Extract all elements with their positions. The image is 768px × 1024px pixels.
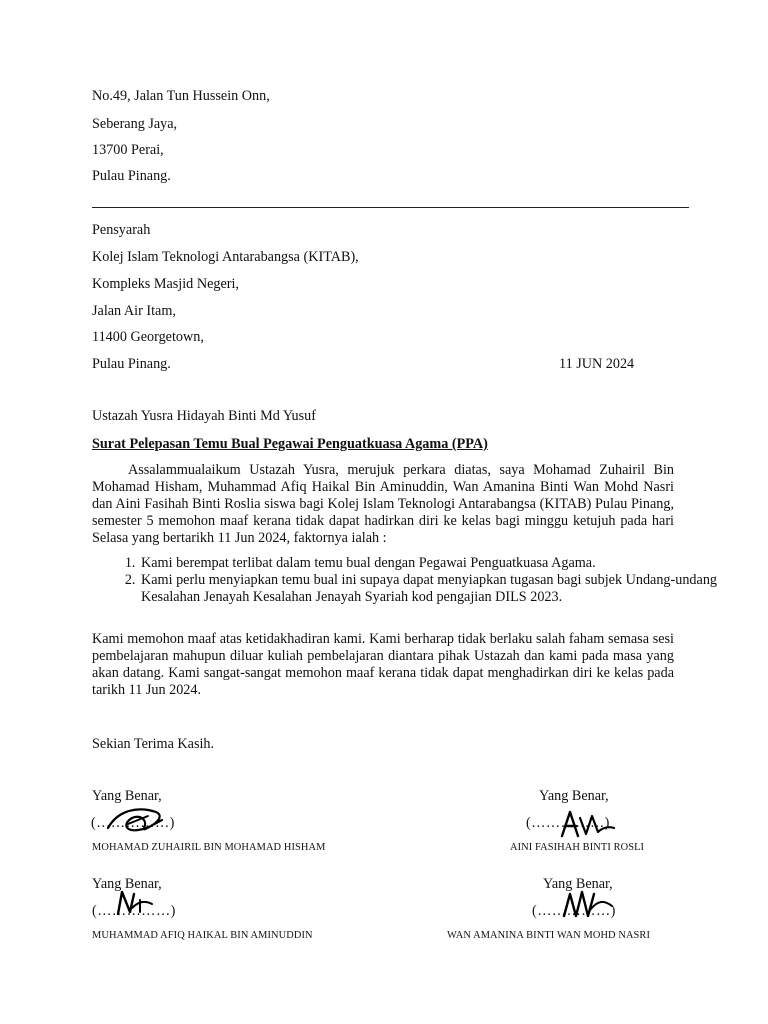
- body-paragraph: Assalammualaikum Ustazah Yusra, merujuk perkara diatas, saya Mohamad Zuhairil Bin Mohamad Hisham, Muhammad Afiq Haikal Bin Aminuddin, Wan Amanina Binti Wan Mohd Nasri dan Aini Fasihah Binti Roslia siswa bagi Kolej Islam Teknologi Antarabangsa (KITAB) Pulau Pinang, semester 5 memohon maaf kerana tidak dapat hadirkan diri ke kelas bagi minggu ketujuh pada hari Selasa yang bertarikh 11 Jun 2024, faktornya ialah :: [92, 462, 674, 546]
- signatory-name: AINI FASIHAH BINTI ROSLI: [510, 842, 645, 853]
- signatory-name: MOHAMAD ZUHAIRIL BIN MOHAMAD HISHAM: [92, 842, 326, 853]
- closing-line: Sekian Terima Kasih.: [92, 736, 215, 752]
- signature-label: Yang Benar,: [92, 788, 162, 804]
- signature-placeholder: (……………): [526, 815, 610, 831]
- letter-date: 11 JUN 2024: [559, 356, 635, 372]
- handwritten-signature: [560, 886, 616, 922]
- signature-placeholder: (……………): [92, 903, 176, 919]
- signatory-name: MUHAMMAD AFIQ HAIKAL BIN AMINUDDIN: [92, 930, 313, 941]
- signatory-name: WAN AMANINA BINTI WAN MOHD NASRI: [447, 930, 651, 941]
- signature-label: Yang Benar,: [543, 876, 613, 892]
- recipient-address-line: Pensyarah: [92, 222, 151, 238]
- signature-label: Yang Benar,: [92, 876, 162, 892]
- recipient-address-line: Jalan Air Itam,: [92, 303, 176, 319]
- attention-line: Ustazah Yusra Hidayah Binti Md Yusuf: [92, 408, 316, 424]
- letter-subject: Surat Pelepasan Temu Bual Pegawai Penguatkuasa Agama (PPA): [92, 436, 488, 452]
- signature-placeholder: (……………): [91, 815, 175, 831]
- recipient-address-line: 11400 Georgetown,: [92, 329, 204, 345]
- signature-label: Yang Benar,: [539, 788, 609, 804]
- sender-address-line: Seberang Jaya,: [92, 116, 178, 132]
- header-divider: [92, 207, 689, 208]
- handwritten-signature: [104, 802, 174, 838]
- recipient-address-line: Kompleks Masjid Negeri,: [92, 276, 239, 292]
- sender-address-line: No.49, Jalan Tun Hussein Onn,: [92, 88, 270, 104]
- body-paragraph: Kami memohon maaf atas ketidakhadiran kami. Kami berharap tidak berlaku salah faham semasa sesi pembelajaran mahupun diluar kuliah pembelajaran diantara pihak Ustazah dan kami pada masa yang akan datang. Kami sangat-sangat memohon maaf kerana tidak dapat menghadirkan diri ke kelas pada tarikh 11 Jun 2024.: [92, 631, 674, 698]
- reasons-list: [92, 555, 721, 606]
- recipient-address-line: Pulau Pinang.: [92, 356, 171, 372]
- sender-address-line: 13700 Perai,: [92, 142, 164, 158]
- signature-placeholder: (……………): [532, 903, 616, 919]
- reason-item: 1. Kami berempat terlibat dalam temu bual dengan Pegawai Penguatkuasa Agama.: [139, 555, 721, 572]
- sender-address-line: Pulau Pinang.: [92, 168, 171, 184]
- handwritten-signature: [112, 886, 162, 920]
- recipient-address-line: Kolej Islam Teknologi Antarabangsa (KITAB),: [92, 249, 359, 265]
- reason-item: 2. Kami perlu menyiapkan temu bual ini supaya dapat menyiapkan tugasan bagi subjek Undang-undang Kesalahan Jenayah Kesalahan Jenayah Syariah kod pengajian DILS 2023.: [139, 572, 721, 606]
- handwritten-signature: [556, 806, 616, 840]
